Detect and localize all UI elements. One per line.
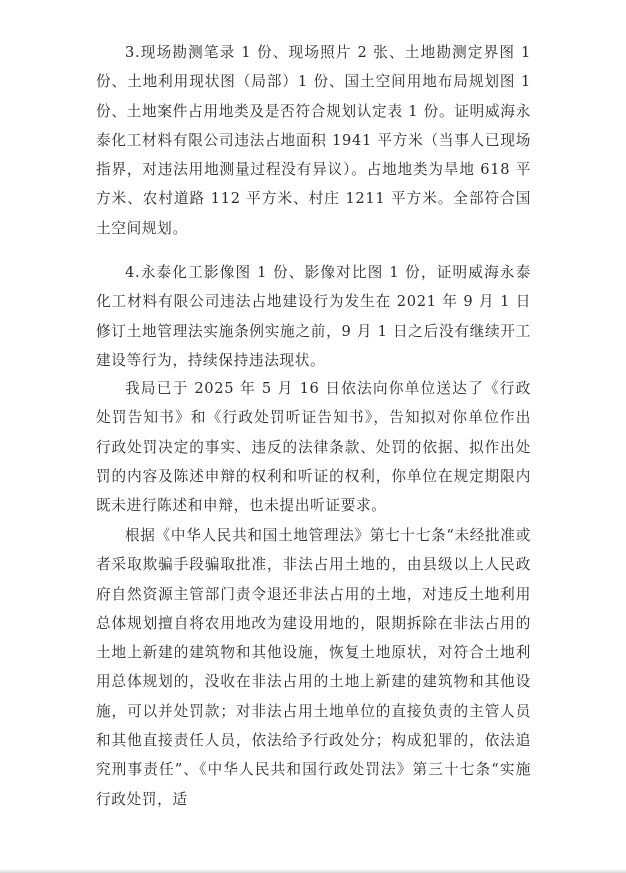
evidence-item-3-paragraph: 3.现场勘测笔录 1 份、现场照片 2 张、土地勘测定界图 1 份、土地利用现状图（局部）1 份、国土空间用地布局规划图 1 份、土地案件占用地类及是否符合规划认定表 1 份。证明威海永泰化工材料有限公司违法占地面积 1941 平方米（当事人已现场指界，对违法用地测量过程没有异议）。占地地类为旱地 618 平方米、农村道路 112 平方米、村庄 1211 平方米。全部符合国土空间规划。 bbox=[96, 44, 531, 237]
notice-delivery-paragraph: 我局已于 2025 年 5 月 16 日依法向你单位送达了《行政处罚告知书》和《行政处罚听证告知书》，告知拟对你单位作出行政处罚决定的事实、违反的法律条款、处罚的依据、拟作出处罚的内容及陈述申辩的权利和听证的权利，你单位在规定期限内既未进行陈述和申辩，也未提出听证要求。 bbox=[96, 380, 531, 515]
legal-basis-paragraph: 根据《中华人民共和国土地管理法》第七十七条“未经批准或者采取欺骗手段骗取批准，非法占用土地的，由县级以上人民政府自然资源主管部门责令退还非法占用的土地，对违反土地利用总体规划擅自将农用地改为建设用地的，限期拆除在非法占用的土地上新建的建筑物和其他设施，恢复土地原状，对符合土地利用总体规划的，没收在非法占用的土地上新建的建筑物和其他设施，可以并处罚款；对非法占用土地单位的直接负责的主管人员和其他直接责任人员，依法给予行政处分；构成犯罪的，依法追究刑事责任”、《中华人民共和国行政处罚法》第三十七条“实施行政处罚，适 bbox=[96, 527, 531, 808]
evidence-item-4-paragraph: 4.永泰化工影像图 1 份、影像对比图 1 份，证明威海永泰化工材料有限公司违法占地建设行为发生在 2021 年 9 月 1 日修订土地管理法实施条例实施之前，9 月 1 日之后没有继续开工建设等行为，持续保持违法现状。 bbox=[96, 264, 531, 369]
scan-edge-shadow bbox=[0, 869, 626, 873]
